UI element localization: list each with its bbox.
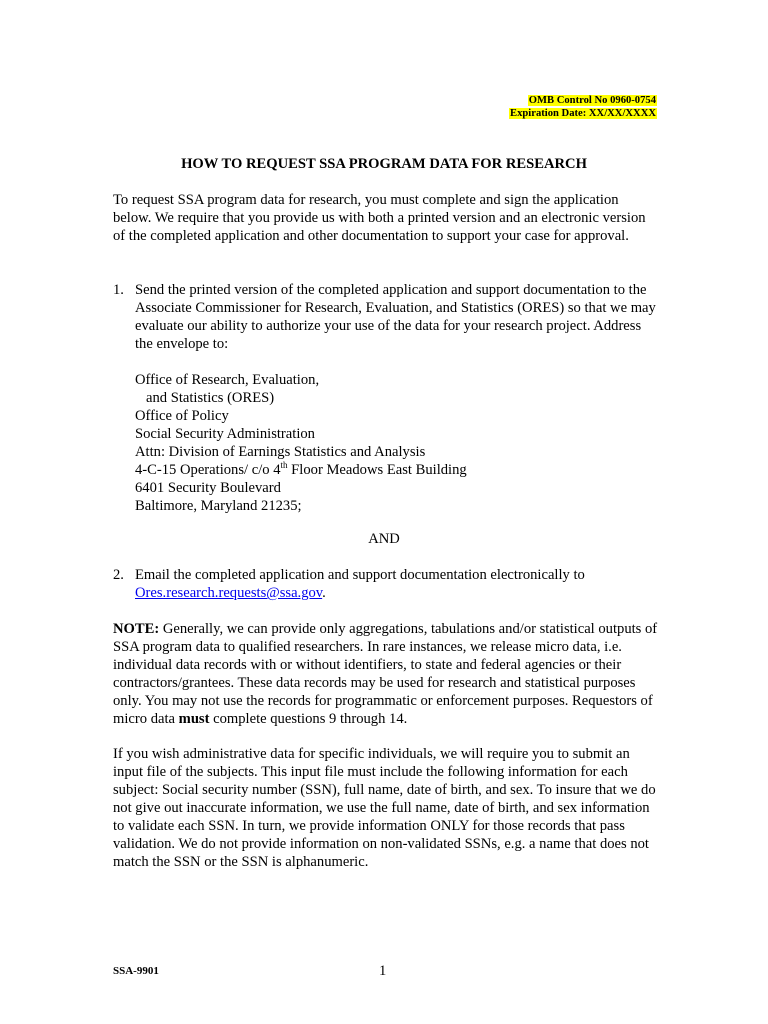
- address-line-8: Baltimore, Maryland 21235;: [135, 498, 302, 514]
- address-line-6-prefix: 4-C-15 Operations/ c/o 4: [135, 462, 281, 478]
- address-line-3: Office of Policy: [135, 408, 229, 424]
- address-line-4: Social Security Administration: [135, 426, 315, 442]
- step-2-number: 2.: [113, 567, 124, 583]
- address-line-7: 6401 Security Boulevard: [135, 480, 281, 496]
- note-paragraph: [113, 620, 658, 728]
- form-number: SSA-9901: [113, 965, 159, 977]
- note-text-1: Generally, we can provide only aggregations, tabulations and/or statistical outputs of SSA program data to qualified researchers. In rare instances, we release micro data, i.e. individual data records with or without identifiers, to state and federal agencies or their contractors/grantees. These data records may be used for research and statistical purposes only. You may not use the records for programmatic or enforcement purposes. Requestors of micro data: [113, 621, 658, 727]
- admin-data-paragraph: If you wish administrative data for specific individuals, we will require you to submit an input file of the subjects. This input file must include the following information for each subject: Social security number (SSN), full name, date of birth, and sex. To insure that we do not give out inaccurate information, we use the full name, date of birth, and sex information to validate each SSN. In turn, we provide information ONLY for those records that pass validation. We do not provide information on non-validated SSNs, e.g. a name that does not match the SSN or the SSN is alphanumeric.: [113, 746, 656, 870]
- page-number: 1: [379, 963, 387, 979]
- and-separator: AND: [368, 531, 400, 547]
- step-1-text: Send the printed version of the completed application and support documentation to the Associate Commissioner for Research, Evaluation, and Statistics (ORES) so that we may evaluate our ability to authorize your use of the data for your research project. Address the envelope to:: [135, 282, 656, 352]
- address-line-1: Office of Research, Evaluation,: [135, 372, 320, 388]
- email-link[interactable]: Ores.research.requests@ssa.gov: [135, 585, 323, 601]
- step-2-text: Email the completed application and support documentation electronically to: [135, 567, 585, 583]
- note-must: must: [178, 711, 210, 727]
- omb-control-block: [509, 94, 657, 120]
- omb-control-number: OMB Control No 0960-0754: [528, 95, 656, 106]
- expiration-date: Expiration Date: XX/XX/XXXX: [510, 108, 656, 119]
- page-title: HOW TO REQUEST SSA PROGRAM DATA FOR RESEARCH: [181, 156, 587, 172]
- step-2-body: [135, 566, 658, 602]
- step-2-trailing: .: [322, 585, 326, 601]
- step-1: [113, 281, 658, 353]
- address-line-6-sup: th: [280, 460, 288, 471]
- note-text-2: complete questions 9 through 14.: [209, 711, 408, 727]
- intro-paragraph: To request SSA program data for research, you must complete and sign the application below. We require that you provide us with both a printed version and an electronic version of the completed application and other documentation to support your case for approval.: [113, 192, 646, 244]
- step-1-number: 1.: [113, 282, 124, 298]
- mailing-address: [135, 371, 467, 515]
- address-line-6: [135, 461, 467, 479]
- address-line-2: and Statistics (ORES): [146, 390, 275, 406]
- address-line-5: Attn: Division of Earnings Statistics and Analysis: [135, 444, 426, 460]
- step-2: [113, 566, 658, 602]
- address-line-6-suffix: Floor Meadows East Building: [287, 462, 467, 478]
- note-label: NOTE:: [113, 621, 160, 637]
